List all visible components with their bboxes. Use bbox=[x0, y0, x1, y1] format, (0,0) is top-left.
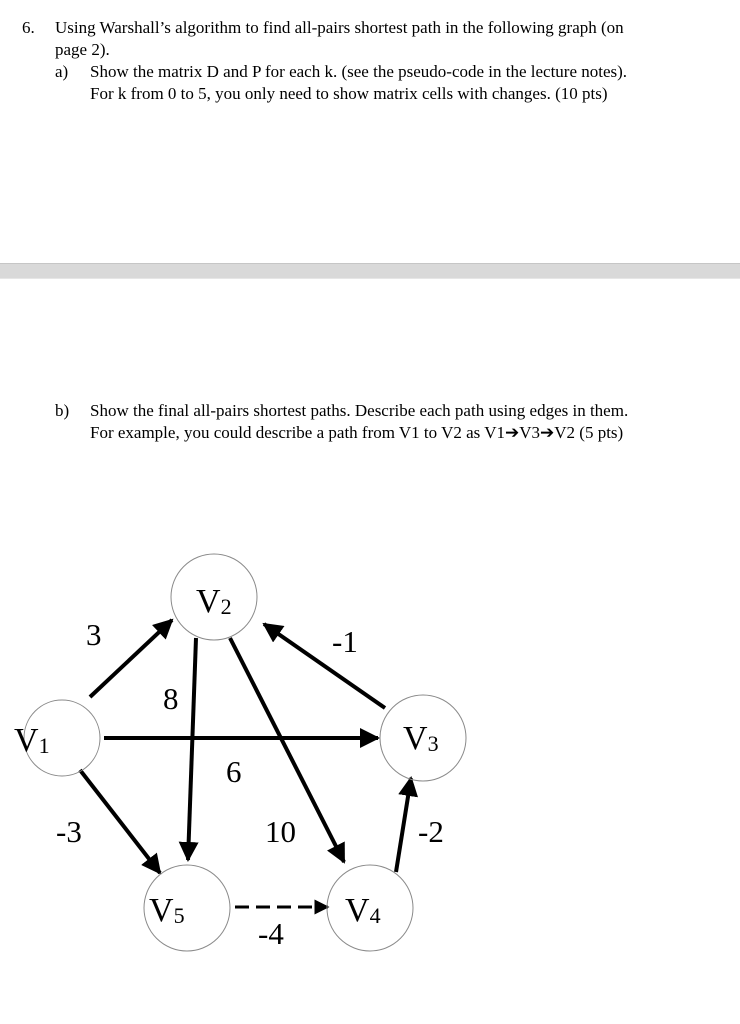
vertex-v3-label: V3 bbox=[403, 720, 439, 757]
vertex-v1-label: V1 bbox=[14, 722, 50, 759]
part-b-label: b) bbox=[55, 401, 70, 420]
vertex-v2-label: V2 bbox=[196, 583, 232, 620]
edge-v4-v3 bbox=[396, 778, 411, 872]
weight-v2-v5: 8 bbox=[163, 681, 179, 716]
question-text-line-1: Using Warshall’s algorithm to find all-pairs shortest path in the following graph (on bbox=[55, 18, 624, 37]
question-text-line-2: page 2). bbox=[55, 40, 110, 59]
part-b-line-2: For example, you could describe a path from V1 to V2 as V1➔V3➔V2 (5 pts) bbox=[90, 423, 624, 442]
weight-v1-v3: 6 bbox=[226, 754, 242, 789]
vertex-v4-label: V4 bbox=[345, 892, 381, 929]
edge-v1-v2 bbox=[90, 620, 172, 697]
part-a-line-2: For k from 0 to 5, you only need to show matrix cells with changes. (10 pts) bbox=[90, 84, 608, 103]
edge-v3-v2 bbox=[264, 624, 385, 708]
weight-v3-v2: -1 bbox=[332, 624, 358, 659]
question-number: 6. bbox=[22, 18, 35, 37]
weight-v1-v2: 3 bbox=[86, 617, 102, 652]
part-b-line-1: Show the final all-pairs shortest paths. Describe each path using edges in them. bbox=[90, 401, 629, 420]
edge-v1-v5 bbox=[80, 770, 160, 873]
part-a-line-1: Show the matrix D and P for each k. (see the pseudo-code in the lecture notes). bbox=[90, 62, 628, 81]
part-a-label: a) bbox=[55, 62, 69, 81]
weight-v1-v5: -3 bbox=[56, 814, 82, 849]
weight-v4-v3: -2 bbox=[418, 814, 444, 849]
weight-v2-v4: 10 bbox=[265, 814, 296, 849]
weight-v5-v4: -4 bbox=[258, 916, 284, 951]
edge-v2-v5 bbox=[188, 638, 196, 860]
vertex-v5-label: V5 bbox=[149, 892, 185, 929]
